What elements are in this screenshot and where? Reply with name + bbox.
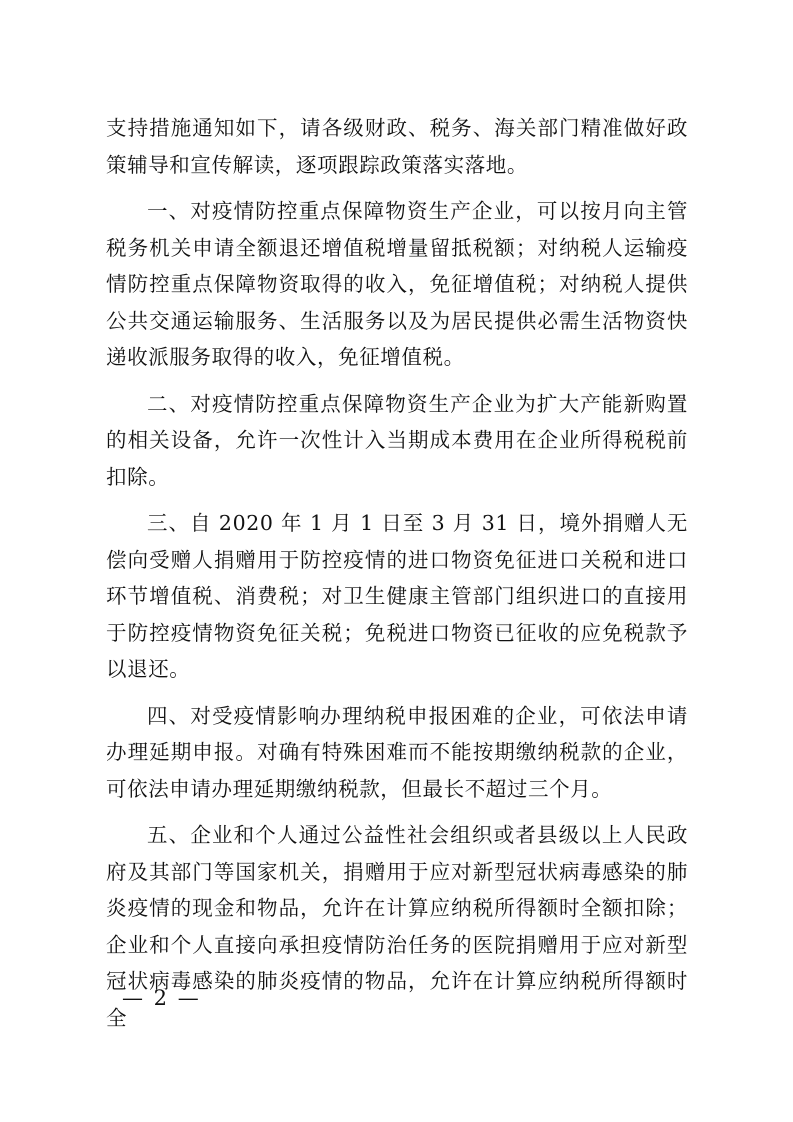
page-number: — 2 — [122, 986, 201, 1010]
paragraph-item-1: 一、对疫情防控重点保障物资生产企业，可以按月向主管税务机关申请全额退还增值税增量留抵税额；对纳税人运输疫情防控重点保障物资取得的收入，免征增值税；对纳税人提供公共交通运输服务、生活服务以及为居民提供必需生活物资快递收派服务取得的收入，免征增值税。 [106, 199, 688, 369]
body-text [106, 110, 688, 1046]
paragraph-item-5: 五、企业和个人通过公益性社会组织或者县级以上人民政府及其部门等国家机关，捐赠用于应对新型冠状病毒感染的肺炎疫情的现金和物品，允许在计算应纳税所得额时全额扣除；企业和个人直接向承担疫情防治任务的医院捐赠用于应对新型冠状病毒感染的肺炎疫情的物品，允许在计算应纳税所得额时全 [106, 823, 688, 1030]
paragraph-item-2: 二、对疫情防控重点保障物资生产企业为扩大产能新购置的相关设备，允许一次性计入当期成本费用在企业所得税税前扣除。 [106, 391, 688, 489]
paragraph-item-4: 四、对受疫情影响办理纳税申报困难的企业，可依法申请办理延期申报。对确有特殊困难而不能按期缴纳税款的企业，可依法申请办理延期缴纳税款，但最长不超过三个月。 [106, 703, 688, 801]
paragraph-continuation: 支持措施通知如下，请各级财政、税务、海关部门精准做好政策辅导和宣传解读，逐项跟踪政策落实落地。 [106, 116, 688, 177]
paragraph-item-3: 三、自 2020 年 1 月 1 日至 3 月 31 日，境外捐赠人无偿向受赠人捐赠用于防控疫情的进口物资免征进口关税和进口环节增值税、消费税；对卫生健康主管部门组织进口的直接用于防控疫情物资免征关税；免税进口物资已征收的应免税款予以退还。 [106, 511, 688, 681]
